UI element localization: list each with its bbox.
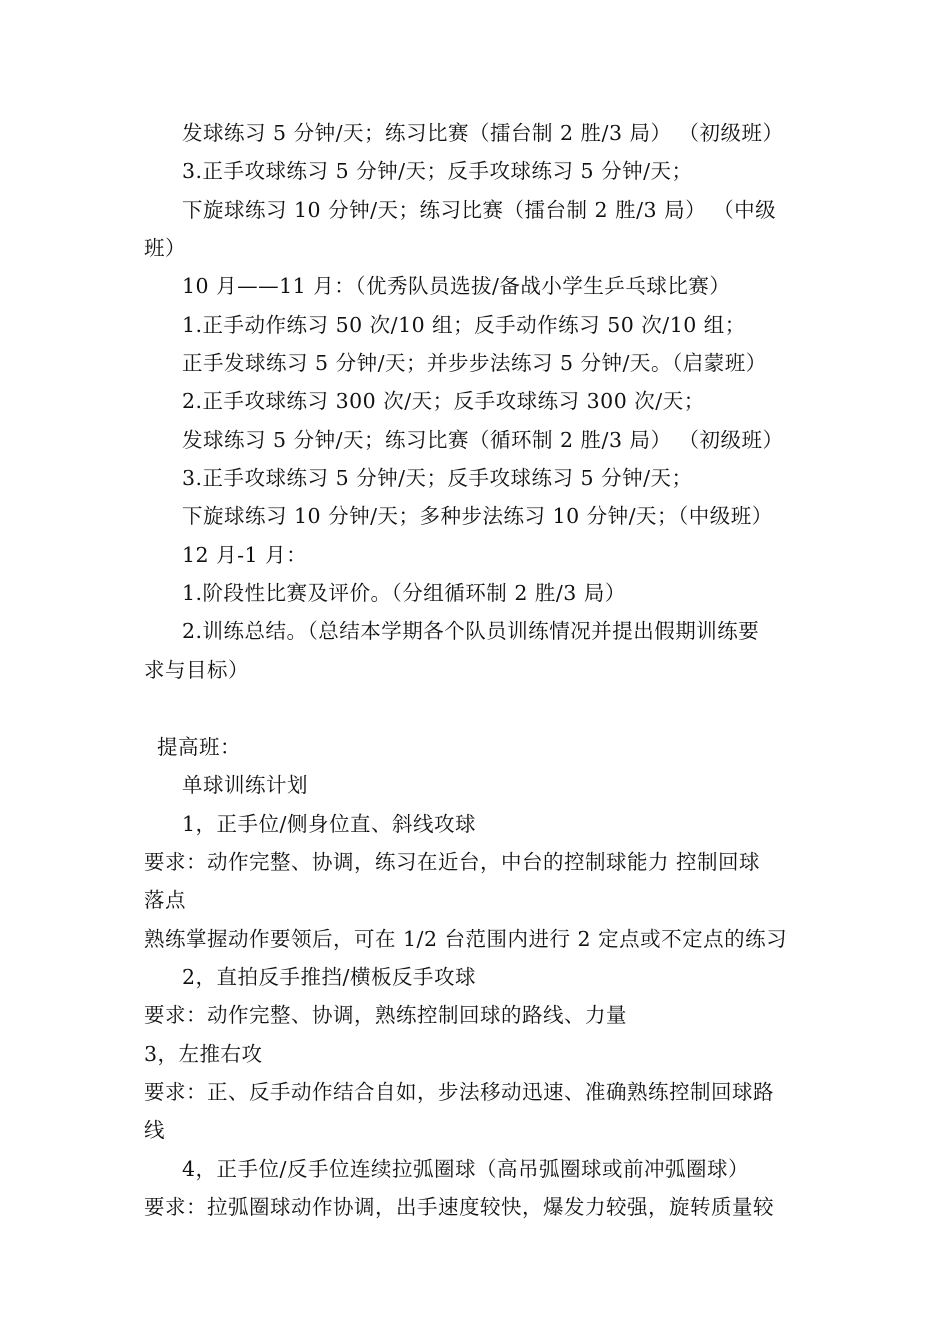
text-line: 下旋球练习 10 分钟/天；多种步法练习 10 分钟/天；（中级班） <box>182 504 773 528</box>
text-line: 熟练掌握动作要领后，可在 1/2 台范围内进行 2 定点或不定点的练习 <box>144 927 788 951</box>
text-line: 10 月——11 月：（优秀队员选拔/备战小学生乒乓球比赛） <box>182 274 731 298</box>
text-line: 下旋球练习 10 分钟/天；练习比赛（擂台制 2 胜/3 局） （中级 <box>182 198 777 222</box>
text-line: 1，正手位/侧身位直、斜线攻球 <box>182 812 476 836</box>
text-line: 要求：动作完整、协调，熟练控制回球的路线、力量 <box>144 1003 627 1027</box>
text-line: 3.正手攻球练习 5 分钟/天；反手攻球练习 5 分钟/天； <box>182 159 693 183</box>
text-line: 发球练习 5 分钟/天；练习比赛（循环制 2 胜/3 局） （初级班） <box>182 428 784 452</box>
text-line: 要求：拉弧圈球动作协调，出手速度较快，爆发力较强，旋转质量较 <box>144 1195 774 1219</box>
text-line: 2.训练总结。（总结本学期各个队员训练情况并提出假期训练要 <box>182 619 760 643</box>
text-line: 正手发球练习 5 分钟/天；并步步法练习 5 分钟/天。（启蒙班） <box>182 351 767 375</box>
text-line: 线 <box>144 1118 165 1142</box>
subsection-heading: 单球训练计划 <box>182 773 308 797</box>
text-line: 落点 <box>144 888 186 912</box>
text-line: 班） <box>144 236 186 260</box>
text-line: 4，正手位/反手位连续拉弧圈球（高吊弧圈球或前冲弧圈球） <box>182 1157 749 1181</box>
text-line: 要求：正、反手动作结合自如，步法移动迅速、准确熟练控制回球路 <box>144 1080 774 1104</box>
text-line: 1.阶段性比赛及评价。（分组循环制 2 胜/3 局） <box>182 581 626 605</box>
text-line: 要求：动作完整、协调，练习在近台，中台的控制球能力 控制回球 <box>144 850 761 874</box>
text-line: 3.正手攻球练习 5 分钟/天；反手攻球练习 5 分钟/天； <box>182 466 693 490</box>
text-line: 1.正手动作练习 50 次/10 组；反手动作练习 50 次/10 组； <box>182 313 746 337</box>
text-line: 2，直拍反手推挡/横板反手攻球 <box>182 965 476 989</box>
text-line: 2.正手攻球练习 300 次/天；反手攻球练习 300 次/天； <box>182 389 705 413</box>
section-heading: 提高班： <box>157 735 241 759</box>
text-line: 3，左推右攻 <box>144 1042 263 1066</box>
text-line: 求与目标） <box>144 658 249 682</box>
text-line: 发球练习 5 分钟/天；练习比赛（擂台制 2 胜/3 局） （初级班） <box>182 121 784 145</box>
text-line: 12 月-1 月： <box>182 543 308 567</box>
